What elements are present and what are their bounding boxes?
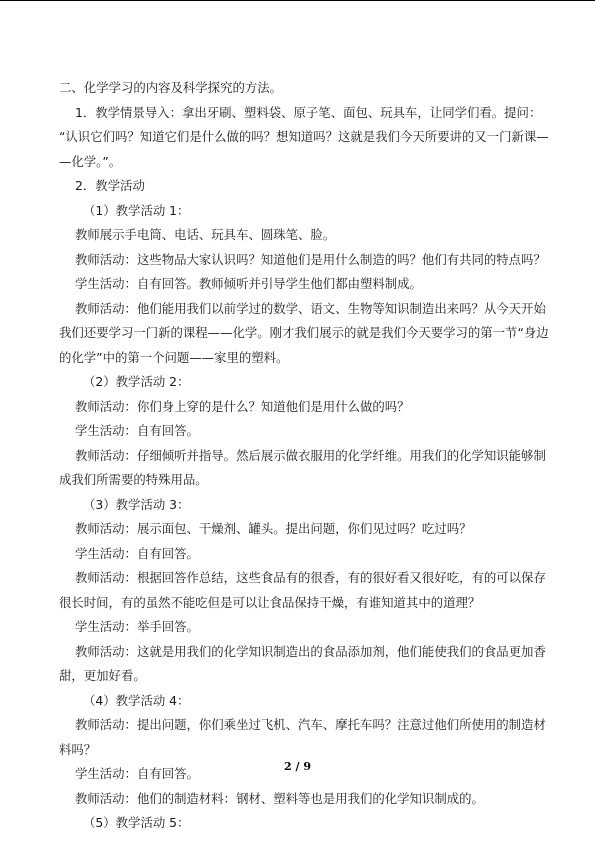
text-line: 我们还要学习一门新的课程——化学。刚才我们展示的就是我们今天要学习的第一节“身边 <box>59 325 549 340</box>
text-line: 成我们所需要的特殊用品。 <box>59 472 208 487</box>
text-line: 教师活动：这就是用我们的化学知识制造出的食品添加剂，他们能使我们的食品更加香 <box>75 643 546 659</box>
text-line: （4）教学活动 4： <box>83 692 190 708</box>
text-line: 甜，更加好看。 <box>59 668 146 683</box>
text-line: 二、化学学习的内容及科学探究的方法。 <box>59 80 283 95</box>
text-line: “认识它们吗？知道它们是什么做的吗？想知道吗？这就是我们今天所要讲的又一门新课— <box>59 129 549 144</box>
header-rule <box>0 0 595 1</box>
text-line: 教师活动：根据回答作总结，这些食品有的很香，有的很好看又很好吃，有的可以保存 <box>75 570 546 585</box>
text-line: —化学。”。 <box>59 153 122 169</box>
text-line: 学生活动：自有回答。 <box>75 423 199 438</box>
text-line: 很长时间，有的虽然不能吃但是可以让食品保持干燥，有谁知道其中的道理？ <box>59 594 481 610</box>
text-line: 学生活动：自有回答。教师倾听并引导学生他们都由塑料制成。 <box>75 276 422 291</box>
text-line: 学生活动：举手回答。 <box>75 619 199 634</box>
text-line: 2．教学活动 <box>75 178 145 193</box>
text-line: 教师展示手电筒、电话、玩具车、圆珠笔、脸。 <box>75 227 336 242</box>
text-line: 教师活动：提出问题，你们乘坐过飞机、汽车、摩托车吗？注意过他们所使用的制造材 <box>75 717 546 732</box>
text-line: 学生活动：自有回答。 <box>75 545 199 561</box>
text-line: 教师活动：展示面包、干燥剂、罐头。提出问题，你们见过吗？吃过吗？ <box>75 521 472 536</box>
document-body <box>59 79 549 839</box>
text-line: 学生活动：自有回答。 <box>75 766 199 781</box>
text-line: 教师活动：仔细倾听并指导。然后展示做衣服用的化学纤维。用我们的化学知识能够制 <box>75 447 546 463</box>
text-line: 的化学”中的第一个问题——家里的塑料。 <box>59 349 289 365</box>
text-line: 教师活动：他们能用我们以前学过的数学、语文、生物等知识制造出来吗？从今天开始 <box>75 300 546 316</box>
text-line: 料吗？ <box>59 741 97 757</box>
text-line: 教师活动：你们身上穿的是什么？知道他们是用什么做的吗？ <box>75 398 410 414</box>
text-line: （3）教学活动 3： <box>83 496 190 512</box>
text-line: （5）教学活动 5： <box>83 815 190 830</box>
page-number: 2 / 9 <box>284 760 311 773</box>
text-line: 1．教学情景导入：拿出牙刷、塑料袋、原子笔、面包、玩具车，让同学们看。提问： <box>75 104 542 120</box>
text-line: （1）教学活动 1： <box>83 202 190 218</box>
text-line: 教师活动：这些物品大家认识吗？知道他们是用什么制造的吗？他们有共同的特点吗？ <box>75 251 546 267</box>
text-line: （2）教学活动 2： <box>83 374 190 389</box>
text-line: 教师活动：他们的制造材料：钢材、塑料等也是用我们的化学知识制成的。 <box>75 790 484 806</box>
